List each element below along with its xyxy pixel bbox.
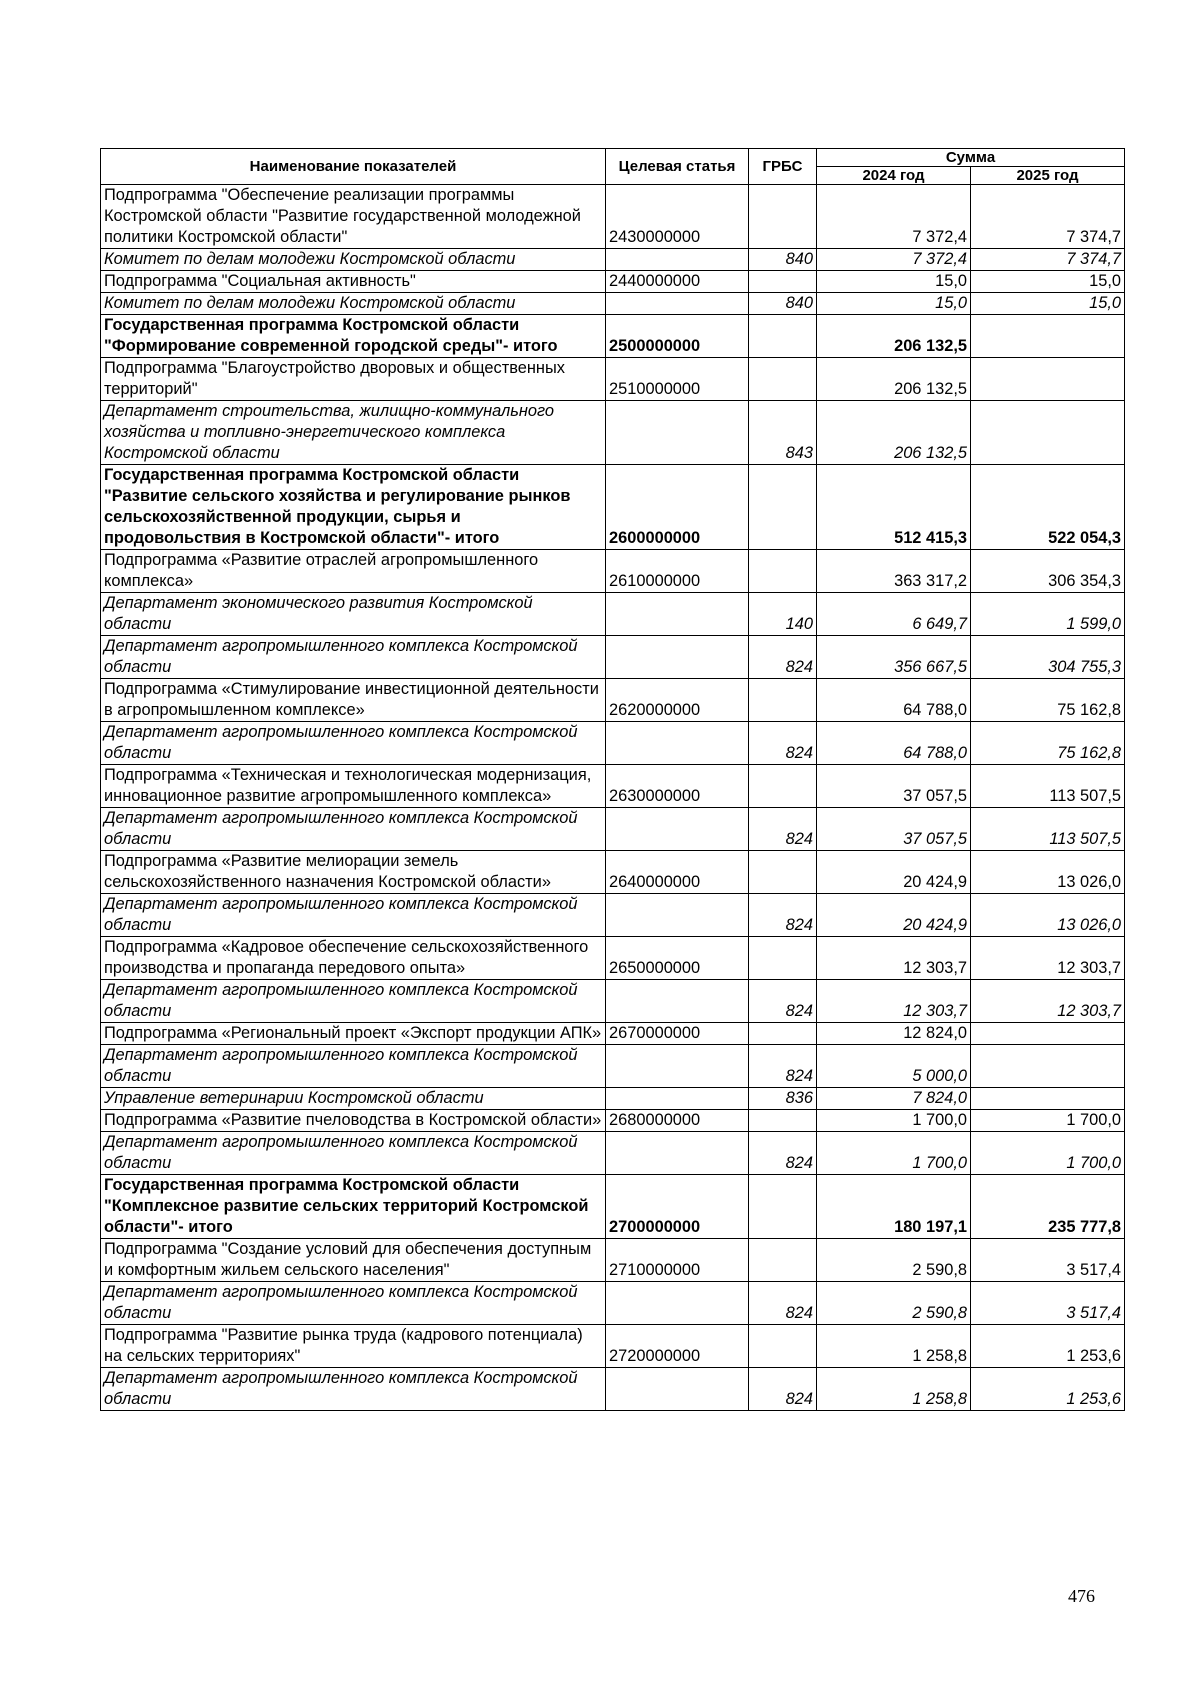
- cell-grbs: [749, 315, 817, 358]
- cell-name: Подпрограмма «Техническая и технологическая модернизация, инновационное развитие агропромышленного комплекса»: [101, 765, 606, 808]
- cell-name: Государственная программа Костромской области "Формирование современной городской среды"- итого: [101, 315, 606, 358]
- cell-name: Подпрограмма «Развитие пчеловодства в Костромской области»: [101, 1110, 606, 1132]
- cell-sum-2025: 113 507,5: [971, 808, 1125, 851]
- cell-sum-2024: 2 590,8: [817, 1239, 971, 1282]
- cell-sum-2024: 20 424,9: [817, 894, 971, 937]
- table-header: [101, 149, 1125, 185]
- cell-code: [606, 636, 749, 679]
- cell-name: Департамент агропромышленного комплекса Костромской области: [101, 894, 606, 937]
- cell-code: 2650000000: [606, 937, 749, 980]
- cell-name: Департамент агропромышленного комплекса Костромской области: [101, 808, 606, 851]
- cell-sum-2025: 1 599,0: [971, 593, 1125, 636]
- cell-sum-2024: 64 788,0: [817, 722, 971, 765]
- cell-grbs: [749, 679, 817, 722]
- cell-code: [606, 1088, 749, 1110]
- table-row: [101, 550, 1125, 593]
- cell-sum-2024: 12 303,7: [817, 937, 971, 980]
- header-grbs: ГРБС: [749, 149, 817, 185]
- cell-sum-2024: 37 057,5: [817, 765, 971, 808]
- cell-sum-2024: 206 132,5: [817, 401, 971, 465]
- cell-code: 2700000000: [606, 1175, 749, 1239]
- table-row: [101, 1282, 1125, 1325]
- cell-name: Государственная программа Костромской области "Комплексное развитие сельских территорий Костромской области"- итого: [101, 1175, 606, 1239]
- cell-sum-2024: 20 424,9: [817, 851, 971, 894]
- cell-name: Подпрограмма "Благоустройство дворовых и общественных территорий": [101, 358, 606, 401]
- cell-grbs: [749, 937, 817, 980]
- header-name: Наименование показателей: [101, 149, 606, 185]
- cell-sum-2025: 3 517,4: [971, 1282, 1125, 1325]
- cell-name: Департамент агропромышленного комплекса Костромской области: [101, 1282, 606, 1325]
- cell-name: Подпрограмма «Кадровое обеспечение сельскохозяйственного производства и пропаганда передового опыта»: [101, 937, 606, 980]
- cell-sum-2024: 356 667,5: [817, 636, 971, 679]
- cell-code: 2670000000: [606, 1023, 749, 1045]
- cell-name: Подпрограмма «Развитие мелиорации земель сельскохозяйственного назначения Костромской области»: [101, 851, 606, 894]
- cell-sum-2024: 512 415,3: [817, 465, 971, 550]
- cell-code: [606, 722, 749, 765]
- cell-sum-2024: 6 649,7: [817, 593, 971, 636]
- cell-sum-2024: 15,0: [817, 293, 971, 315]
- cell-name: Подпрограмма «Региональный проект «Экспорт продукции АПК»: [101, 1023, 606, 1045]
- cell-sum-2025: 15,0: [971, 271, 1125, 293]
- cell-grbs: 840: [749, 249, 817, 271]
- cell-code: [606, 401, 749, 465]
- header-code: Целевая статья: [606, 149, 749, 185]
- table-row: [101, 1325, 1125, 1368]
- cell-sum-2025: 7 374,7: [971, 185, 1125, 249]
- table-body: [101, 185, 1125, 1411]
- cell-sum-2025: 13 026,0: [971, 851, 1125, 894]
- cell-sum-2024: 37 057,5: [817, 808, 971, 851]
- cell-code: [606, 593, 749, 636]
- cell-code: 2500000000: [606, 315, 749, 358]
- page-number: 476: [1068, 1586, 1095, 1606]
- table-row: [101, 894, 1125, 937]
- cell-name: Департамент экономического развития Костромской области: [101, 593, 606, 636]
- cell-name: Подпрограмма «Стимулирование инвестиционной деятельности в агропромышленном комплексе»: [101, 679, 606, 722]
- cell-code: 2710000000: [606, 1239, 749, 1282]
- cell-sum-2025: 1 253,6: [971, 1368, 1125, 1411]
- table-row: [101, 1110, 1125, 1132]
- cell-sum-2024: 7 372,4: [817, 185, 971, 249]
- table-row: [101, 271, 1125, 293]
- header-year-2025: 2025 год: [971, 167, 1125, 185]
- cell-sum-2025: 1 700,0: [971, 1132, 1125, 1175]
- table-row: [101, 851, 1125, 894]
- cell-grbs: 836: [749, 1088, 817, 1110]
- table-row: [101, 1045, 1125, 1088]
- cell-code: 2610000000: [606, 550, 749, 593]
- cell-code: 2720000000: [606, 1325, 749, 1368]
- cell-grbs: 824: [749, 1045, 817, 1088]
- table-row: [101, 401, 1125, 465]
- cell-sum-2024: 363 317,2: [817, 550, 971, 593]
- cell-code: 2630000000: [606, 765, 749, 808]
- cell-name: Департамент агропромышленного комплекса Костромской области: [101, 722, 606, 765]
- cell-name: Комитет по делам молодежи Костромской области: [101, 293, 606, 315]
- cell-grbs: [749, 185, 817, 249]
- cell-name: Подпрограмма "Развитие рынка труда (кадрового потенциала) на сельских территориях": [101, 1325, 606, 1368]
- cell-name: Департамент агропромышленного комплекса Костромской области: [101, 1045, 606, 1088]
- cell-sum-2025: 75 162,8: [971, 679, 1125, 722]
- cell-sum-2025: 113 507,5: [971, 765, 1125, 808]
- cell-name: Департамент агропромышленного комплекса Костромской области: [101, 1368, 606, 1411]
- cell-sum-2025: [971, 315, 1125, 358]
- cell-code: [606, 1282, 749, 1325]
- cell-sum-2024: 7 824,0: [817, 1088, 971, 1110]
- cell-code: 2640000000: [606, 851, 749, 894]
- table-row: [101, 808, 1125, 851]
- cell-grbs: [749, 271, 817, 293]
- cell-grbs: [749, 1239, 817, 1282]
- cell-sum-2024: 180 197,1: [817, 1175, 971, 1239]
- cell-grbs: 840: [749, 293, 817, 315]
- cell-name: Комитет по делам молодежи Костромской области: [101, 249, 606, 271]
- table-row: [101, 249, 1125, 271]
- cell-grbs: 824: [749, 808, 817, 851]
- cell-sum-2025: [971, 401, 1125, 465]
- cell-code: 2600000000: [606, 465, 749, 550]
- cell-sum-2025: [971, 1088, 1125, 1110]
- cell-sum-2024: 12 303,7: [817, 980, 971, 1023]
- cell-sum-2025: 304 755,3: [971, 636, 1125, 679]
- cell-sum-2024: 206 132,5: [817, 315, 971, 358]
- table-row: [101, 765, 1125, 808]
- table-row: [101, 937, 1125, 980]
- table-row: [101, 293, 1125, 315]
- table-row: [101, 465, 1125, 550]
- cell-sum-2024: 2 590,8: [817, 1282, 971, 1325]
- cell-code: [606, 293, 749, 315]
- cell-sum-2025: 13 026,0: [971, 894, 1125, 937]
- cell-grbs: [749, 358, 817, 401]
- cell-name: Департамент агропромышленного комплекса Костромской области: [101, 1132, 606, 1175]
- cell-code: 2430000000: [606, 185, 749, 249]
- cell-sum-2024: 64 788,0: [817, 679, 971, 722]
- table-row: [101, 593, 1125, 636]
- cell-grbs: [749, 851, 817, 894]
- cell-grbs: [749, 1110, 817, 1132]
- cell-sum-2025: 12 303,7: [971, 937, 1125, 980]
- cell-sum-2024: 1 700,0: [817, 1110, 971, 1132]
- cell-grbs: 824: [749, 894, 817, 937]
- cell-sum-2024: 206 132,5: [817, 358, 971, 401]
- cell-name: Подпрограмма «Развитие отраслей агропромышленного комплекса»: [101, 550, 606, 593]
- cell-sum-2024: 7 372,4: [817, 249, 971, 271]
- cell-grbs: 824: [749, 1368, 817, 1411]
- table-row: [101, 980, 1125, 1023]
- header-year-2024: 2024 год: [817, 167, 971, 185]
- cell-name: Управление ветеринарии Костромской области: [101, 1088, 606, 1110]
- cell-grbs: [749, 1175, 817, 1239]
- cell-code: [606, 249, 749, 271]
- cell-name: Департамент агропромышленного комплекса Костромской области: [101, 636, 606, 679]
- cell-code: [606, 808, 749, 851]
- header-sum: Сумма: [817, 149, 1125, 167]
- cell-sum-2024: 1 258,8: [817, 1325, 971, 1368]
- cell-grbs: [749, 1325, 817, 1368]
- cell-code: [606, 894, 749, 937]
- cell-sum-2025: 306 354,3: [971, 550, 1125, 593]
- cell-name: Департамент строительства, жилищно-коммунального хозяйства и топливно-энергетического комплекса Костромской области: [101, 401, 606, 465]
- cell-grbs: [749, 465, 817, 550]
- cell-sum-2025: [971, 1045, 1125, 1088]
- cell-code: 2620000000: [606, 679, 749, 722]
- table-row: [101, 358, 1125, 401]
- cell-grbs: [749, 1023, 817, 1045]
- table-row: [101, 1239, 1125, 1282]
- table-row: [101, 1175, 1125, 1239]
- cell-sum-2024: 5 000,0: [817, 1045, 971, 1088]
- cell-sum-2025: 235 777,8: [971, 1175, 1125, 1239]
- cell-name: Подпрограмма "Создание условий для обеспечения доступным и комфортным жильем сельского населения": [101, 1239, 606, 1282]
- cell-sum-2024: 1 258,8: [817, 1368, 971, 1411]
- cell-sum-2025: 3 517,4: [971, 1239, 1125, 1282]
- cell-sum-2025: 7 374,7: [971, 249, 1125, 271]
- cell-code: 2440000000: [606, 271, 749, 293]
- cell-sum-2025: 75 162,8: [971, 722, 1125, 765]
- cell-sum-2025: 522 054,3: [971, 465, 1125, 550]
- cell-code: 2510000000: [606, 358, 749, 401]
- cell-grbs: 824: [749, 636, 817, 679]
- table-row: [101, 1368, 1125, 1411]
- cell-sum-2025: 12 303,7: [971, 980, 1125, 1023]
- cell-grbs: 824: [749, 1282, 817, 1325]
- cell-grbs: [749, 765, 817, 808]
- table-row: [101, 1023, 1125, 1045]
- cell-grbs: [749, 550, 817, 593]
- table-row: [101, 722, 1125, 765]
- cell-sum-2024: 1 700,0: [817, 1132, 971, 1175]
- cell-code: 2680000000: [606, 1110, 749, 1132]
- cell-sum-2025: 15,0: [971, 293, 1125, 315]
- cell-code: [606, 1045, 749, 1088]
- table-row: [101, 679, 1125, 722]
- cell-grbs: 824: [749, 1132, 817, 1175]
- cell-code: [606, 1132, 749, 1175]
- budget-table: [100, 148, 1125, 1411]
- table-row: [101, 1088, 1125, 1110]
- cell-name: Государственная программа Костромской области "Развитие сельского хозяйства и регулирование рынков сельскохозяйственной продукции, сырья и продовольствия в Костромской области"- итого: [101, 465, 606, 550]
- cell-code: [606, 980, 749, 1023]
- cell-grbs: 824: [749, 722, 817, 765]
- cell-name: Подпрограмма "Обеспечение реализации программы Костромской области "Развитие государственной молодежной политики Костромской области": [101, 185, 606, 249]
- cell-sum-2025: 1 253,6: [971, 1325, 1125, 1368]
- cell-sum-2025: 1 700,0: [971, 1110, 1125, 1132]
- cell-name: Подпрограмма "Социальная активность": [101, 271, 606, 293]
- cell-grbs: 824: [749, 980, 817, 1023]
- cell-sum-2025: [971, 358, 1125, 401]
- cell-sum-2024: 15,0: [817, 271, 971, 293]
- cell-grbs: 843: [749, 401, 817, 465]
- cell-sum-2025: [971, 1023, 1125, 1045]
- table-row: [101, 636, 1125, 679]
- cell-sum-2024: 12 824,0: [817, 1023, 971, 1045]
- cell-code: [606, 1368, 749, 1411]
- cell-grbs: 140: [749, 593, 817, 636]
- table-row: [101, 1132, 1125, 1175]
- cell-name: Департамент агропромышленного комплекса Костромской области: [101, 980, 606, 1023]
- table-row: [101, 185, 1125, 249]
- table-row: [101, 315, 1125, 358]
